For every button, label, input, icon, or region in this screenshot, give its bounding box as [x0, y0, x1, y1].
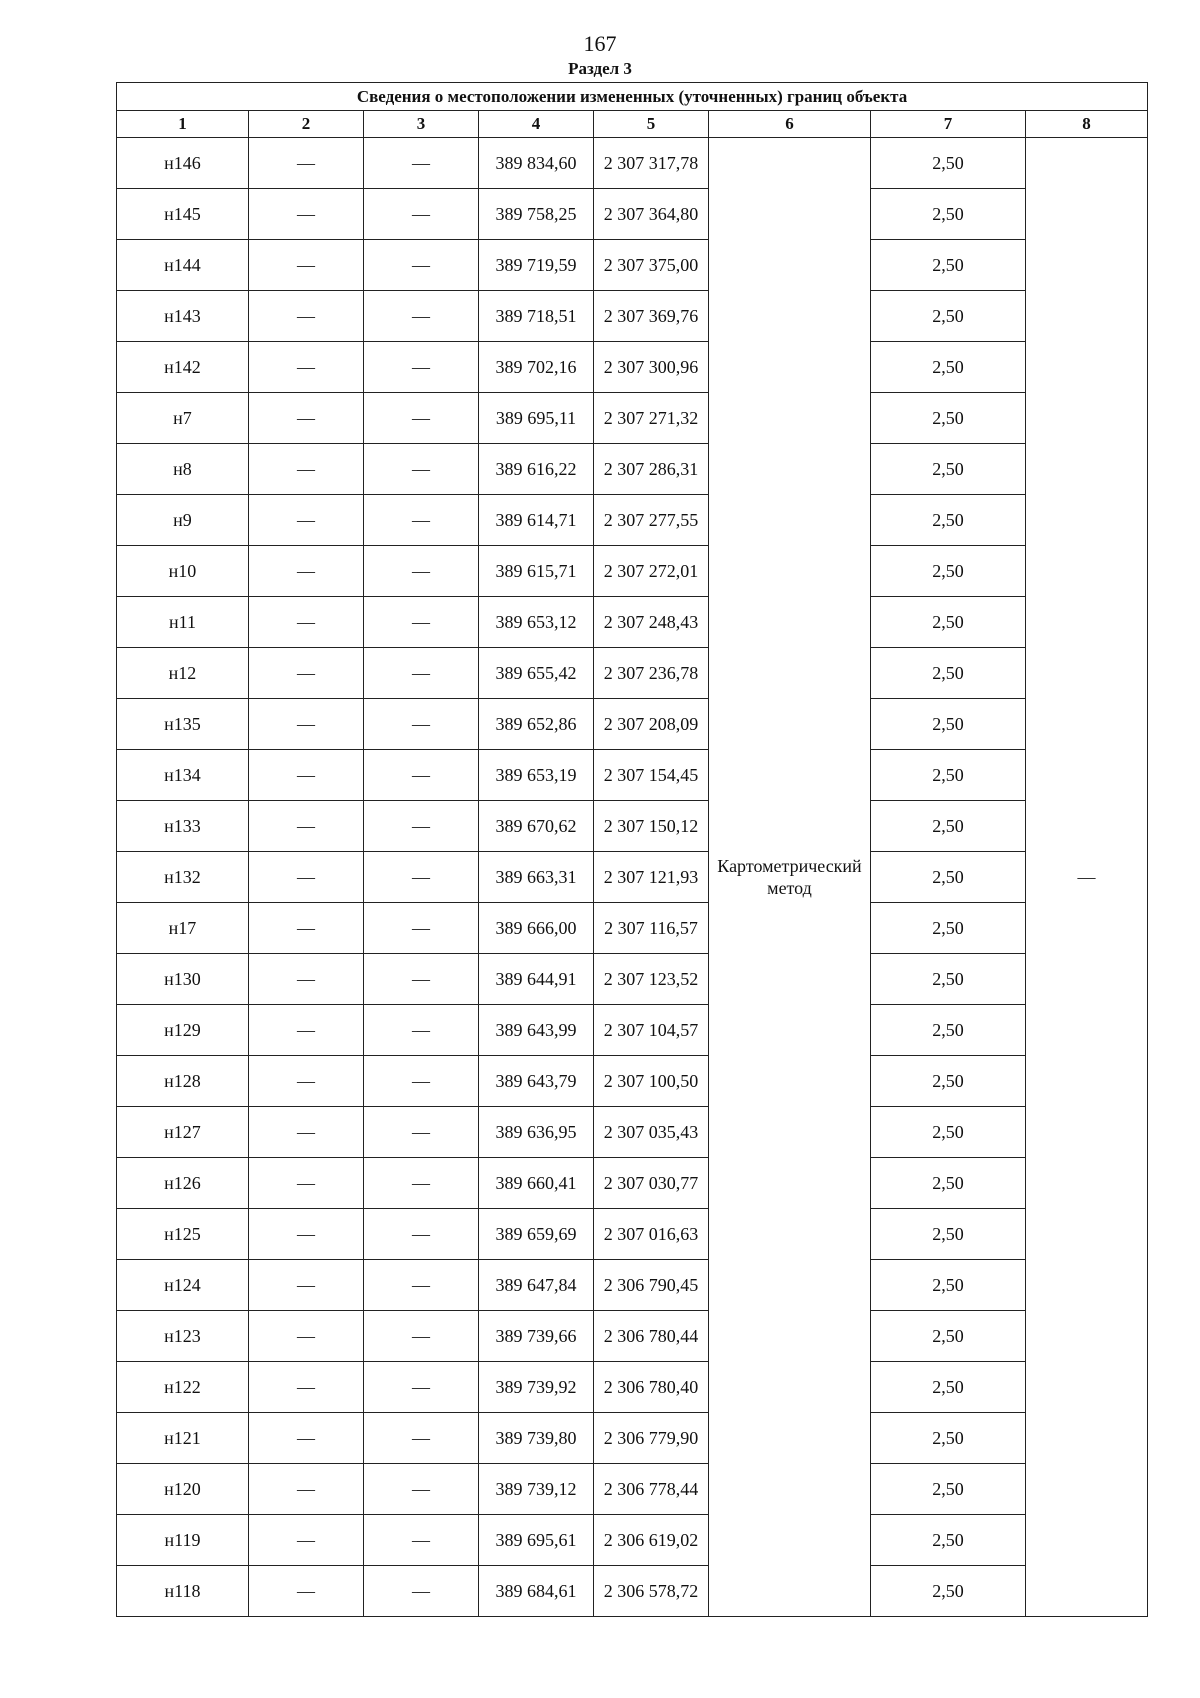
point-label-cell: н125 [117, 1209, 249, 1260]
point-label-cell: н127 [117, 1107, 249, 1158]
column-3-cell: — [364, 342, 479, 393]
column-2-cell: — [249, 1107, 364, 1158]
point-label-cell: н145 [117, 189, 249, 240]
column-3-cell: — [364, 291, 479, 342]
column-3-cell: — [364, 1413, 479, 1464]
column-8-cell: — [1026, 138, 1148, 1617]
column-2-cell: — [249, 1311, 364, 1362]
column-2-cell: — [249, 1056, 364, 1107]
point-label-cell: н130 [117, 954, 249, 1005]
accuracy-cell: 2,50 [871, 903, 1026, 954]
table-caption: Сведения о местоположении измененных (уточненных) границ объекта [117, 83, 1148, 111]
y-coordinate-cell: 2 307 030,77 [594, 1158, 709, 1209]
column-3-cell: — [364, 954, 479, 1005]
accuracy-cell: 2,50 [871, 393, 1026, 444]
y-coordinate-cell: 2 307 369,76 [594, 291, 709, 342]
column-2-cell: — [249, 393, 364, 444]
x-coordinate-cell: 389 655,42 [479, 648, 594, 699]
y-coordinate-cell: 2 307 286,31 [594, 444, 709, 495]
column-2-cell: — [249, 1209, 364, 1260]
y-coordinate-cell: 2 307 154,45 [594, 750, 709, 801]
table-row [117, 1005, 1148, 1056]
table-row [117, 138, 1148, 189]
column-2-cell: — [249, 240, 364, 291]
point-label-cell: н123 [117, 1311, 249, 1362]
accuracy-cell: 2,50 [871, 1515, 1026, 1566]
accuracy-cell: 2,50 [871, 954, 1026, 1005]
column-3-cell: — [364, 1362, 479, 1413]
table-body [117, 138, 1148, 1617]
table-row [117, 801, 1148, 852]
column-2-cell: — [249, 1464, 364, 1515]
point-label-cell: н146 [117, 138, 249, 189]
accuracy-cell: 2,50 [871, 699, 1026, 750]
column-2-cell: — [249, 444, 364, 495]
x-coordinate-cell: 389 684,61 [479, 1566, 594, 1617]
column-3-cell: — [364, 1107, 479, 1158]
column-2-cell: — [249, 1566, 364, 1617]
column-3-cell: — [364, 1464, 479, 1515]
x-coordinate-cell: 389 739,12 [479, 1464, 594, 1515]
y-coordinate-cell: 2 307 364,80 [594, 189, 709, 240]
x-coordinate-cell: 389 834,60 [479, 138, 594, 189]
accuracy-cell: 2,50 [871, 546, 1026, 597]
y-coordinate-cell: 2 307 277,55 [594, 495, 709, 546]
column-2-cell: — [249, 189, 364, 240]
accuracy-cell: 2,50 [871, 1260, 1026, 1311]
y-coordinate-cell: 2 307 375,00 [594, 240, 709, 291]
point-label-cell: н11 [117, 597, 249, 648]
x-coordinate-cell: 389 719,59 [479, 240, 594, 291]
point-label-cell: н142 [117, 342, 249, 393]
column-number-4: 4 [479, 111, 594, 138]
column-number-6: 6 [709, 111, 871, 138]
x-coordinate-cell: 389 615,71 [479, 546, 594, 597]
column-2-cell: — [249, 801, 364, 852]
x-coordinate-cell: 389 653,12 [479, 597, 594, 648]
column-3-cell: — [364, 138, 479, 189]
point-label-cell: н120 [117, 1464, 249, 1515]
point-label-cell: н124 [117, 1260, 249, 1311]
column-3-cell: — [364, 750, 479, 801]
column-3-cell: — [364, 444, 479, 495]
table-row [117, 597, 1148, 648]
accuracy-cell: 2,50 [871, 189, 1026, 240]
y-coordinate-cell: 2 306 780,40 [594, 1362, 709, 1413]
x-coordinate-cell: 389 652,86 [479, 699, 594, 750]
column-2-cell: — [249, 291, 364, 342]
column-2-cell: — [249, 1413, 364, 1464]
table-row [117, 954, 1148, 1005]
column-2-cell: — [249, 1158, 364, 1209]
y-coordinate-cell: 2 307 035,43 [594, 1107, 709, 1158]
column-2-cell: — [249, 546, 364, 597]
table-row [117, 852, 1148, 903]
point-label-cell: н9 [117, 495, 249, 546]
column-3-cell: — [364, 801, 479, 852]
accuracy-cell: 2,50 [871, 1209, 1026, 1260]
column-2-cell: — [249, 1260, 364, 1311]
y-coordinate-cell: 2 306 780,44 [594, 1311, 709, 1362]
column-number-3: 3 [364, 111, 479, 138]
column-3-cell: — [364, 1260, 479, 1311]
point-label-cell: н8 [117, 444, 249, 495]
accuracy-cell: 2,50 [871, 648, 1026, 699]
point-label-cell: н118 [117, 1566, 249, 1617]
table-row [117, 648, 1148, 699]
point-label-cell: н144 [117, 240, 249, 291]
x-coordinate-cell: 389 614,71 [479, 495, 594, 546]
accuracy-cell: 2,50 [871, 291, 1026, 342]
column-3-cell: — [364, 699, 479, 750]
table-row [117, 240, 1148, 291]
table-row [117, 546, 1148, 597]
point-label-cell: н7 [117, 393, 249, 444]
column-2-cell: — [249, 138, 364, 189]
y-coordinate-cell: 2 306 619,02 [594, 1515, 709, 1566]
x-coordinate-cell: 389 666,00 [479, 903, 594, 954]
accuracy-cell: 2,50 [871, 1107, 1026, 1158]
x-coordinate-cell: 389 663,31 [479, 852, 594, 903]
point-label-cell: н122 [117, 1362, 249, 1413]
y-coordinate-cell: 2 307 236,78 [594, 648, 709, 699]
column-number-8: 8 [1026, 111, 1148, 138]
table-row [117, 495, 1148, 546]
column-3-cell: — [364, 1515, 479, 1566]
column-2-cell: — [249, 750, 364, 801]
table-row [117, 1107, 1148, 1158]
column-2-cell: — [249, 1515, 364, 1566]
accuracy-cell: 2,50 [871, 495, 1026, 546]
y-coordinate-cell: 2 307 121,93 [594, 852, 709, 903]
point-label-cell: н121 [117, 1413, 249, 1464]
column-3-cell: — [364, 189, 479, 240]
y-coordinate-cell: 2 307 100,50 [594, 1056, 709, 1107]
y-coordinate-cell: 2 307 300,96 [594, 342, 709, 393]
x-coordinate-cell: 389 616,22 [479, 444, 594, 495]
y-coordinate-cell: 2 306 790,45 [594, 1260, 709, 1311]
x-coordinate-cell: 389 659,69 [479, 1209, 594, 1260]
column-2-cell: — [249, 648, 364, 699]
column-3-cell: — [364, 597, 479, 648]
column-2-cell: — [249, 954, 364, 1005]
accuracy-cell: 2,50 [871, 1005, 1026, 1056]
x-coordinate-cell: 389 758,25 [479, 189, 594, 240]
x-coordinate-cell: 389 670,62 [479, 801, 594, 852]
table-row [117, 1413, 1148, 1464]
accuracy-cell: 2,50 [871, 342, 1026, 393]
table-row [117, 189, 1148, 240]
x-coordinate-cell: 389 739,66 [479, 1311, 594, 1362]
table-row [117, 444, 1148, 495]
x-coordinate-cell: 389 660,41 [479, 1158, 594, 1209]
point-label-cell: н134 [117, 750, 249, 801]
accuracy-cell: 2,50 [871, 444, 1026, 495]
table-row [117, 903, 1148, 954]
table-row [117, 1464, 1148, 1515]
y-coordinate-cell: 2 307 123,52 [594, 954, 709, 1005]
table-row [117, 1362, 1148, 1413]
x-coordinate-cell: 389 702,16 [479, 342, 594, 393]
y-coordinate-cell: 2 306 578,72 [594, 1566, 709, 1617]
y-coordinate-cell: 2 307 208,09 [594, 699, 709, 750]
y-coordinate-cell: 2 307 272,01 [594, 546, 709, 597]
y-coordinate-cell: 2 307 317,78 [594, 138, 709, 189]
column-2-cell: — [249, 699, 364, 750]
column-3-cell: — [364, 240, 479, 291]
table-row [117, 1311, 1148, 1362]
column-3-cell: — [364, 1566, 479, 1617]
point-label-cell: н133 [117, 801, 249, 852]
y-coordinate-cell: 2 306 778,44 [594, 1464, 709, 1515]
column-2-cell: — [249, 903, 364, 954]
x-coordinate-cell: 389 644,91 [479, 954, 594, 1005]
table-row [117, 1158, 1148, 1209]
y-coordinate-cell: 2 307 271,32 [594, 393, 709, 444]
column-3-cell: — [364, 1311, 479, 1362]
x-coordinate-cell: 389 739,92 [479, 1362, 594, 1413]
table-row [117, 1515, 1148, 1566]
x-coordinate-cell: 389 739,80 [479, 1413, 594, 1464]
point-label-cell: н143 [117, 291, 249, 342]
table-row [117, 342, 1148, 393]
y-coordinate-cell: 2 307 016,63 [594, 1209, 709, 1260]
column-3-cell: — [364, 903, 479, 954]
column-number-5: 5 [594, 111, 709, 138]
x-coordinate-cell: 389 718,51 [479, 291, 594, 342]
x-coordinate-cell: 389 643,99 [479, 1005, 594, 1056]
accuracy-cell: 2,50 [871, 1566, 1026, 1617]
column-3-cell: — [364, 852, 479, 903]
accuracy-cell: 2,50 [871, 597, 1026, 648]
accuracy-cell: 2,50 [871, 1056, 1026, 1107]
y-coordinate-cell: 2 306 779,90 [594, 1413, 709, 1464]
column-number-2: 2 [249, 111, 364, 138]
x-coordinate-cell: 389 643,79 [479, 1056, 594, 1107]
section-title: Раздел 3 [568, 59, 632, 78]
column-2-cell: — [249, 597, 364, 648]
accuracy-cell: 2,50 [871, 1464, 1026, 1515]
x-coordinate-cell: 389 636,95 [479, 1107, 594, 1158]
column-2-cell: — [249, 1005, 364, 1056]
column-3-cell: — [364, 1209, 479, 1260]
point-label-cell: н12 [117, 648, 249, 699]
column-number-row [117, 111, 1148, 138]
accuracy-cell: 2,50 [871, 801, 1026, 852]
accuracy-cell: 2,50 [871, 852, 1026, 903]
table-row [117, 393, 1148, 444]
column-number-1: 1 [117, 111, 249, 138]
method-cell: Картометрический метод [709, 138, 871, 1617]
point-label-cell: н126 [117, 1158, 249, 1209]
column-3-cell: — [364, 393, 479, 444]
y-coordinate-cell: 2 307 150,12 [594, 801, 709, 852]
x-coordinate-cell: 389 695,11 [479, 393, 594, 444]
column-number-7: 7 [871, 111, 1026, 138]
column-2-cell: — [249, 342, 364, 393]
point-label-cell: н129 [117, 1005, 249, 1056]
point-label-cell: н132 [117, 852, 249, 903]
accuracy-cell: 2,50 [871, 138, 1026, 189]
x-coordinate-cell: 389 695,61 [479, 1515, 594, 1566]
accuracy-cell: 2,50 [871, 750, 1026, 801]
column-3-cell: — [364, 648, 479, 699]
column-3-cell: — [364, 1158, 479, 1209]
table-row [117, 1566, 1148, 1617]
x-coordinate-cell: 389 647,84 [479, 1260, 594, 1311]
y-coordinate-cell: 2 307 116,57 [594, 903, 709, 954]
y-coordinate-cell: 2 307 248,43 [594, 597, 709, 648]
point-label-cell: н128 [117, 1056, 249, 1107]
accuracy-cell: 2,50 [871, 1311, 1026, 1362]
point-label-cell: н135 [117, 699, 249, 750]
accuracy-cell: 2,50 [871, 1413, 1026, 1464]
table-row [117, 1056, 1148, 1107]
boundary-table [116, 82, 1148, 1617]
column-3-cell: — [364, 1056, 479, 1107]
x-coordinate-cell: 389 653,19 [479, 750, 594, 801]
point-label-cell: н119 [117, 1515, 249, 1566]
point-label-cell: н10 [117, 546, 249, 597]
table-row [117, 750, 1148, 801]
column-2-cell: — [249, 1362, 364, 1413]
point-label-cell: н17 [117, 903, 249, 954]
accuracy-cell: 2,50 [871, 1158, 1026, 1209]
page-number: 167 [583, 31, 617, 56]
column-2-cell: — [249, 852, 364, 903]
column-3-cell: — [364, 546, 479, 597]
accuracy-cell: 2,50 [871, 1362, 1026, 1413]
column-2-cell: — [249, 495, 364, 546]
table-row [117, 1260, 1148, 1311]
table-row [117, 291, 1148, 342]
column-3-cell: — [364, 1005, 479, 1056]
table-row [117, 699, 1148, 750]
y-coordinate-cell: 2 307 104,57 [594, 1005, 709, 1056]
column-3-cell: — [364, 495, 479, 546]
table-row [117, 1209, 1148, 1260]
accuracy-cell: 2,50 [871, 240, 1026, 291]
